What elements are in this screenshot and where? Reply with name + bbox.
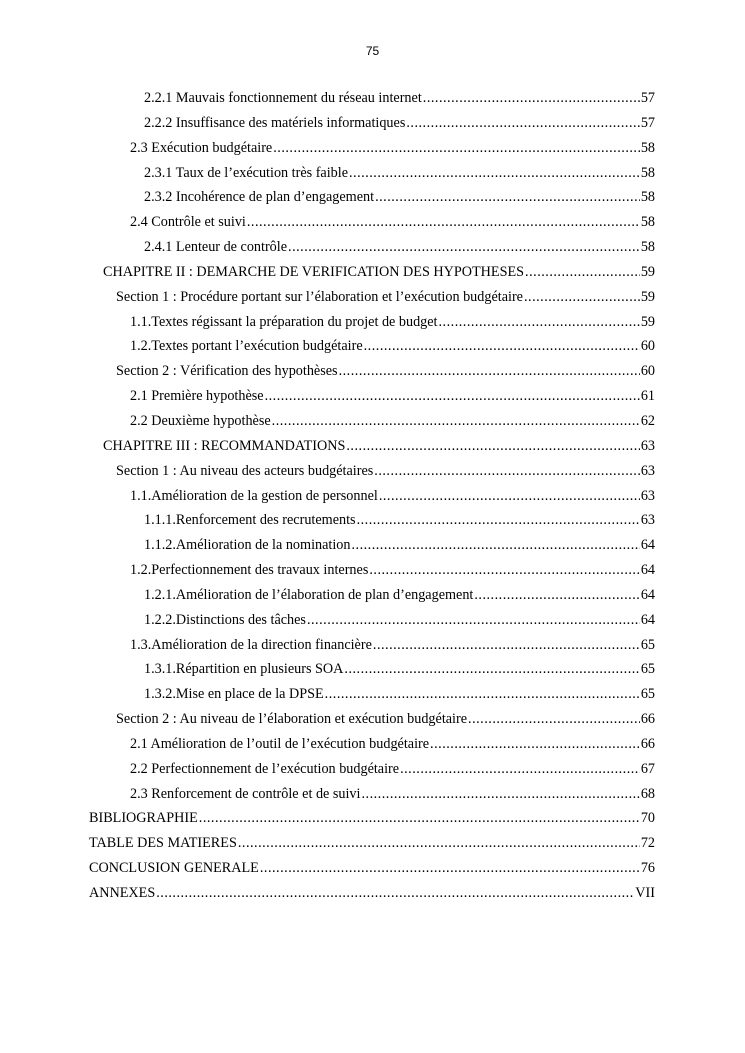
toc-entry-title: 1.2.2.Distinctions des tâches [144, 611, 306, 628]
toc-entry-title: 1.2.Perfectionnement des travaux internes [130, 562, 369, 579]
toc-entry-page: 57 [640, 90, 655, 106]
toc-dot-leader [325, 682, 640, 707]
toc-entry[interactable] [0, 136, 745, 161]
toc-entry[interactable] [0, 633, 745, 658]
toc-entry-page: 66 [640, 735, 655, 752]
toc-dot-leader [406, 111, 639, 136]
toc-entry-page: 59 [640, 313, 655, 330]
toc-dot-leader [349, 161, 640, 186]
toc-entry-page: 58 [640, 139, 655, 156]
toc-dot-leader [374, 459, 640, 484]
toc-dot-leader [369, 558, 639, 583]
toc-entry-title: CHAPITRE II : DEMARCHE DE VERIFICATION DES HYPOTHESES [103, 263, 525, 280]
toc-entry-page: 64 [640, 562, 655, 579]
toc-entry-page: 70 [640, 810, 655, 827]
toc-entry[interactable] [0, 285, 745, 310]
toc-entry-page: 65 [640, 686, 655, 703]
toc-entry[interactable] [0, 310, 745, 335]
toc-entry-title: 2.2.1 Mauvais fonctionnement du réseau internet [144, 90, 422, 106]
toc-entry-page: 58 [640, 214, 655, 231]
toc-entry-page: 63 [640, 512, 655, 529]
toc-dot-leader [199, 806, 640, 831]
toc-entry-page: 58 [640, 189, 655, 206]
toc-entry[interactable] [0, 657, 745, 682]
toc-entry-page: 58 [640, 164, 655, 181]
toc-entry[interactable] [0, 707, 745, 732]
toc-entry-title: 1.3.Amélioration de la direction financière [130, 636, 372, 653]
toc-entry-page: VII [635, 885, 655, 901]
toc-entry-page: 57 [640, 114, 655, 131]
toc-entry-title: 2.3.2 Incohérence de plan d’engagement [144, 189, 375, 206]
toc-dot-leader [430, 732, 640, 757]
toc-dot-leader [439, 310, 640, 335]
toc-entry-title: BIBLIOGRAPHIE [89, 810, 198, 827]
toc-entry-title: 1.3.2.Mise en place de la DPSE [144, 686, 324, 703]
toc-entry[interactable] [0, 881, 745, 906]
table-of-contents [0, 86, 745, 906]
toc-entry[interactable] [0, 185, 745, 210]
toc-dot-leader [265, 384, 640, 409]
toc-entry[interactable] [0, 806, 745, 831]
toc-entry[interactable] [0, 757, 745, 782]
toc-entry-title: 1.1.Amélioration de la gestion de personnel [130, 487, 378, 504]
toc-entry-page: 68 [640, 785, 655, 802]
toc-entry-page: 66 [640, 711, 655, 728]
toc-dot-leader [351, 533, 639, 558]
toc-entry[interactable] [0, 459, 745, 484]
toc-entry[interactable] [0, 484, 745, 509]
toc-entry-page: 58 [640, 239, 655, 256]
toc-entry[interactable] [0, 210, 745, 235]
toc-entry-title: 2.4.1 Lenteur de contrôle [144, 239, 288, 256]
toc-entry-page: 72 [640, 835, 655, 852]
toc-entry-page: 65 [640, 661, 655, 678]
toc-entry-page: 65 [640, 636, 655, 653]
page-number: 75 [365, 44, 380, 58]
toc-entry[interactable] [0, 111, 745, 136]
toc-entry[interactable] [0, 583, 745, 608]
toc-entry[interactable] [0, 782, 745, 807]
toc-entry[interactable] [0, 334, 745, 359]
toc-entry[interactable] [0, 732, 745, 757]
toc-entry-title: 1.2.1.Amélioration de l’élaboration de plan d’engagement [144, 586, 474, 603]
toc-entry[interactable] [0, 235, 745, 260]
toc-dot-leader [344, 657, 639, 682]
toc-dot-leader [364, 334, 640, 359]
toc-entry-page: 63 [640, 437, 655, 454]
toc-entry[interactable] [0, 533, 745, 558]
toc-entry-page: 59 [640, 288, 655, 305]
toc-entry[interactable] [0, 384, 745, 409]
toc-entry-page: 76 [640, 860, 655, 877]
toc-entry[interactable] [0, 86, 745, 111]
toc-entry-title: 1.1.1.Renforcement des recrutements [144, 512, 356, 529]
toc-dot-leader [468, 707, 640, 732]
toc-entry-title: ANNEXES [89, 885, 156, 901]
toc-entry[interactable] [0, 359, 745, 384]
toc-dot-leader [400, 757, 640, 782]
toc-dot-leader [346, 434, 639, 459]
toc-entry-title: Section 2 : Au niveau de l’élaboration et exécution budgétaire [116, 711, 468, 728]
toc-entry[interactable] [0, 508, 745, 533]
toc-entry[interactable] [0, 831, 745, 856]
toc-dot-leader [238, 831, 640, 856]
toc-entry-title: 1.1.2.Amélioration de la nomination [144, 537, 351, 554]
toc-dot-leader [373, 633, 640, 658]
toc-entry-title: CONCLUSION GENERALE [89, 860, 259, 877]
toc-entry-title: Section 1 : Au niveau des acteurs budgétaires [116, 462, 374, 479]
toc-entry-title: 2.2.2 Insuffisance des matériels informatiques [144, 114, 406, 131]
toc-dot-leader [357, 508, 640, 533]
toc-entry[interactable] [0, 434, 745, 459]
toc-entry-title: 2.4 Contrôle et suivi [130, 214, 246, 231]
toc-dot-leader [361, 782, 639, 807]
toc-entry-title: 2.2 Deuxième hypothèse [130, 412, 271, 429]
toc-entry-title: 1.1.Textes régissant la préparation du projet de budget [130, 313, 438, 330]
toc-dot-leader [260, 856, 640, 881]
toc-dot-leader [247, 210, 640, 235]
toc-dot-leader [379, 484, 640, 509]
toc-entry-page: 67 [640, 760, 655, 777]
toc-entry-title: 2.1 Amélioration de l’outil de l’exécution budgétaire [130, 735, 430, 752]
toc-entry-title: TABLE DES MATIERES [89, 835, 237, 852]
toc-entry-title: Section 1 : Procédure portant sur l’élaboration et l’exécution budgétaire [116, 288, 523, 305]
toc-dot-leader [474, 583, 639, 608]
toc-entry-title: 2.3 Renforcement de contrôle et de suivi [130, 785, 361, 802]
toc-entry-page: 63 [640, 462, 655, 479]
toc-entry[interactable] [0, 161, 745, 186]
toc-entry-title: 1.2.Textes portant l’exécution budgétaire [130, 338, 363, 355]
toc-entry[interactable] [0, 608, 745, 633]
toc-entry-page: 64 [640, 537, 655, 554]
toc-entry[interactable] [0, 682, 745, 707]
toc-dot-leader [288, 235, 640, 260]
toc-entry-title: CHAPITRE III : RECOMMANDATIONS [103, 437, 346, 454]
toc-entry[interactable] [0, 856, 745, 881]
toc-entry-page: 61 [640, 388, 655, 405]
toc-entry-title: 2.2 Perfectionnement de l’exécution budgétaire [130, 760, 400, 777]
toc-entry-page: 62 [640, 412, 655, 429]
toc-dot-leader [156, 881, 634, 906]
toc-entry-title: 1.3.1.Répartition en plusieurs SOA [144, 661, 344, 678]
toc-dot-leader [525, 260, 640, 285]
toc-entry[interactable] [0, 558, 745, 583]
toc-entry-title: 2.3.1 Taux de l’exécution très faible [144, 164, 348, 181]
toc-dot-leader [339, 359, 640, 384]
toc-entry-title: Section 2 : Vérification des hypothèses [116, 363, 338, 380]
toc-dot-leader [273, 136, 640, 161]
toc-entry-page: 63 [640, 487, 655, 504]
toc-entry[interactable] [0, 409, 745, 434]
toc-dot-leader [272, 409, 640, 434]
toc-entry-page: 60 [640, 363, 655, 380]
toc-entry-page: 60 [640, 338, 655, 355]
toc-dot-leader [524, 285, 640, 310]
toc-entry-title: 2.3 Exécution budgétaire [130, 139, 273, 156]
toc-dot-leader [423, 86, 640, 111]
toc-entry[interactable] [0, 260, 745, 285]
toc-entry-title: 2.1 Première hypothèse [130, 388, 264, 405]
toc-entry-page: 64 [640, 586, 655, 603]
toc-entry-page: 64 [640, 611, 655, 628]
toc-dot-leader [375, 185, 640, 210]
toc-entry-page: 59 [640, 263, 655, 280]
toc-dot-leader [307, 608, 640, 633]
